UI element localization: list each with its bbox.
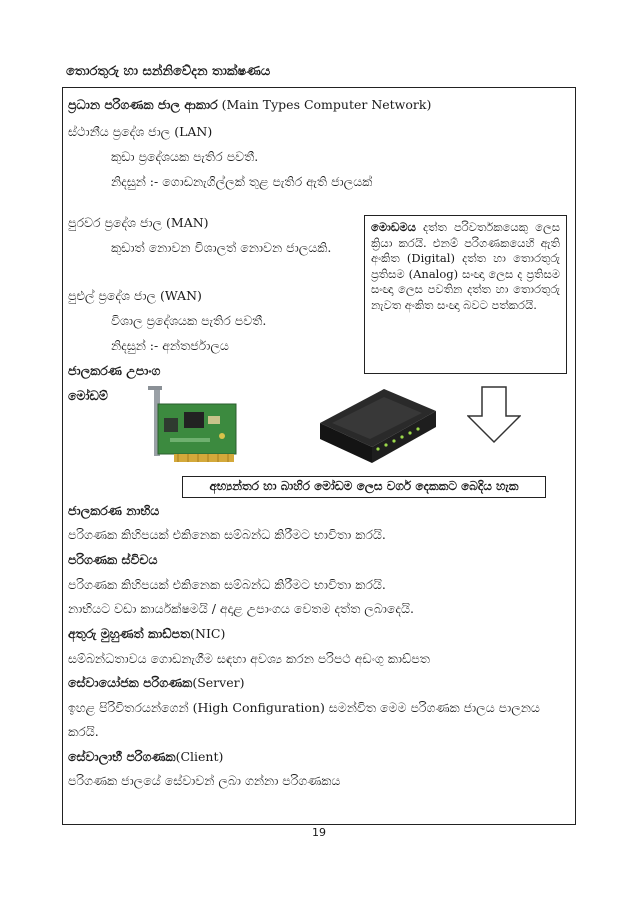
hub-line-1: පරිගණක කිහිපයක් එකිනෙක සම්බන්ධ කිරීමට භාවිතා කරයි. — [68, 527, 386, 542]
switch-line-1: පරිගණක කිහිපයක් එකිනෙක සම්බන්ධ කිරීමට භාවිතා කරයි. — [68, 577, 386, 592]
modem-image — [312, 383, 440, 473]
lan-title: ස්ථානීය ප්‍රදේශ ජාල (LAN) — [68, 124, 213, 139]
modem-types-note: අභ්‍යන්තර හා බාහිර මෝඩම ලෙස වර්ග දෙකකට බෙදිය හැක — [182, 476, 546, 498]
main-types-heading-en: (Main Types Computer Network) — [221, 97, 432, 112]
page-title: තොරතුරු හා සන්නිවේදන තාක්ෂණය — [66, 64, 271, 79]
wan-line-1: විශාල ප්‍රදේශයක පැතිර පවතී. — [111, 313, 267, 328]
nic-line-1: සම්බන්ධතාවය ගොඩනැගීම සඳහා අවශ්‍ය කරන පරිපථ අඩංගු කාඩ්පත — [68, 651, 430, 666]
down-arrow-icon — [467, 386, 521, 448]
modem-callout-box — [364, 215, 567, 374]
nic-card-image — [140, 382, 240, 482]
hub-heading: ජාලකරණ නාභිය — [68, 503, 160, 518]
wan-title: පුළුල් ප්‍රදේශ ජාල (WAN) — [68, 288, 202, 303]
man-line-1: කුඩාත් නොවන විශාලත් නොවන ජාලයකි. — [111, 240, 332, 255]
lan-line-1: කුඩා ප්‍රදේශයක පැතිර පවතී. — [111, 149, 259, 164]
lan-line-2: නිදසුන් :- ගොඩනැගිල්ලක් තුළ පැතිර ඇති ජාලයක් — [111, 174, 373, 189]
nic-heading-en: (NIC) — [190, 626, 226, 641]
page-number: 19 — [312, 826, 326, 839]
main-types-heading-row — [68, 97, 431, 113]
callout-text: දත්ත පරිවර්තකයෙකු ලෙස ක්‍රියා කරයි. එනම් පරිගණකයෙහි ඇති අංකිත (Digital) දත්ත හා තොරතුරු ප්‍රතිසම (Analog) සංඥා ලෙස ද ප්‍රතිසම සංඥා ලෙස පවතින දත්ත හා තොරතුරු නැවත අංකිත සංඥා බවට පත්කරයි. — [371, 220, 560, 312]
main-types-heading: ප්‍රධාන පරිගණක ජාල ආකාර — [68, 97, 218, 112]
devices-heading: ජාලකරණ උපාංග — [68, 363, 161, 378]
switch-line-2: නාභියට වඩා කාර්යක්ෂමයි / අදාළ උපාංගය වෙතම දත්ත ලබාදෙයි. — [68, 601, 414, 616]
client-line-1: පරිගණක ජාලයේ සේවාවන් ලබා ගන්නා පරිගණකය — [68, 773, 341, 788]
nic-heading-row — [68, 626, 225, 642]
wan-line-2: නිදසුන් :- අන්තර්ජාලය — [111, 338, 229, 353]
server-line-1: ඉහළ පිරිවිතරයන්ගෙන් (High Configuration) සමන්විත මෙම පරිගණක ජාලය පාලනය — [68, 700, 540, 715]
nic-heading: අතුරු මුහුණත් කාඩ්පත — [68, 626, 191, 641]
client-heading: සේවාලාභී පරිගණක — [68, 749, 176, 764]
server-line-2: කරයි. — [68, 724, 99, 739]
switch-heading: පරිගණක ස්විචය — [68, 552, 158, 567]
server-heading: සේවායෝජක පරිගණක — [68, 675, 193, 690]
server-heading-en: (Server) — [192, 675, 245, 690]
client-heading-row — [68, 749, 223, 765]
client-heading-en: (Client) — [175, 749, 224, 764]
callout-term: මොඩමය — [371, 220, 416, 234]
server-heading-row — [68, 675, 244, 691]
modem-heading: මෝඩම් — [68, 388, 108, 403]
man-title: පුරවර ප්‍රදේශ ජාල (MAN) — [68, 215, 209, 230]
